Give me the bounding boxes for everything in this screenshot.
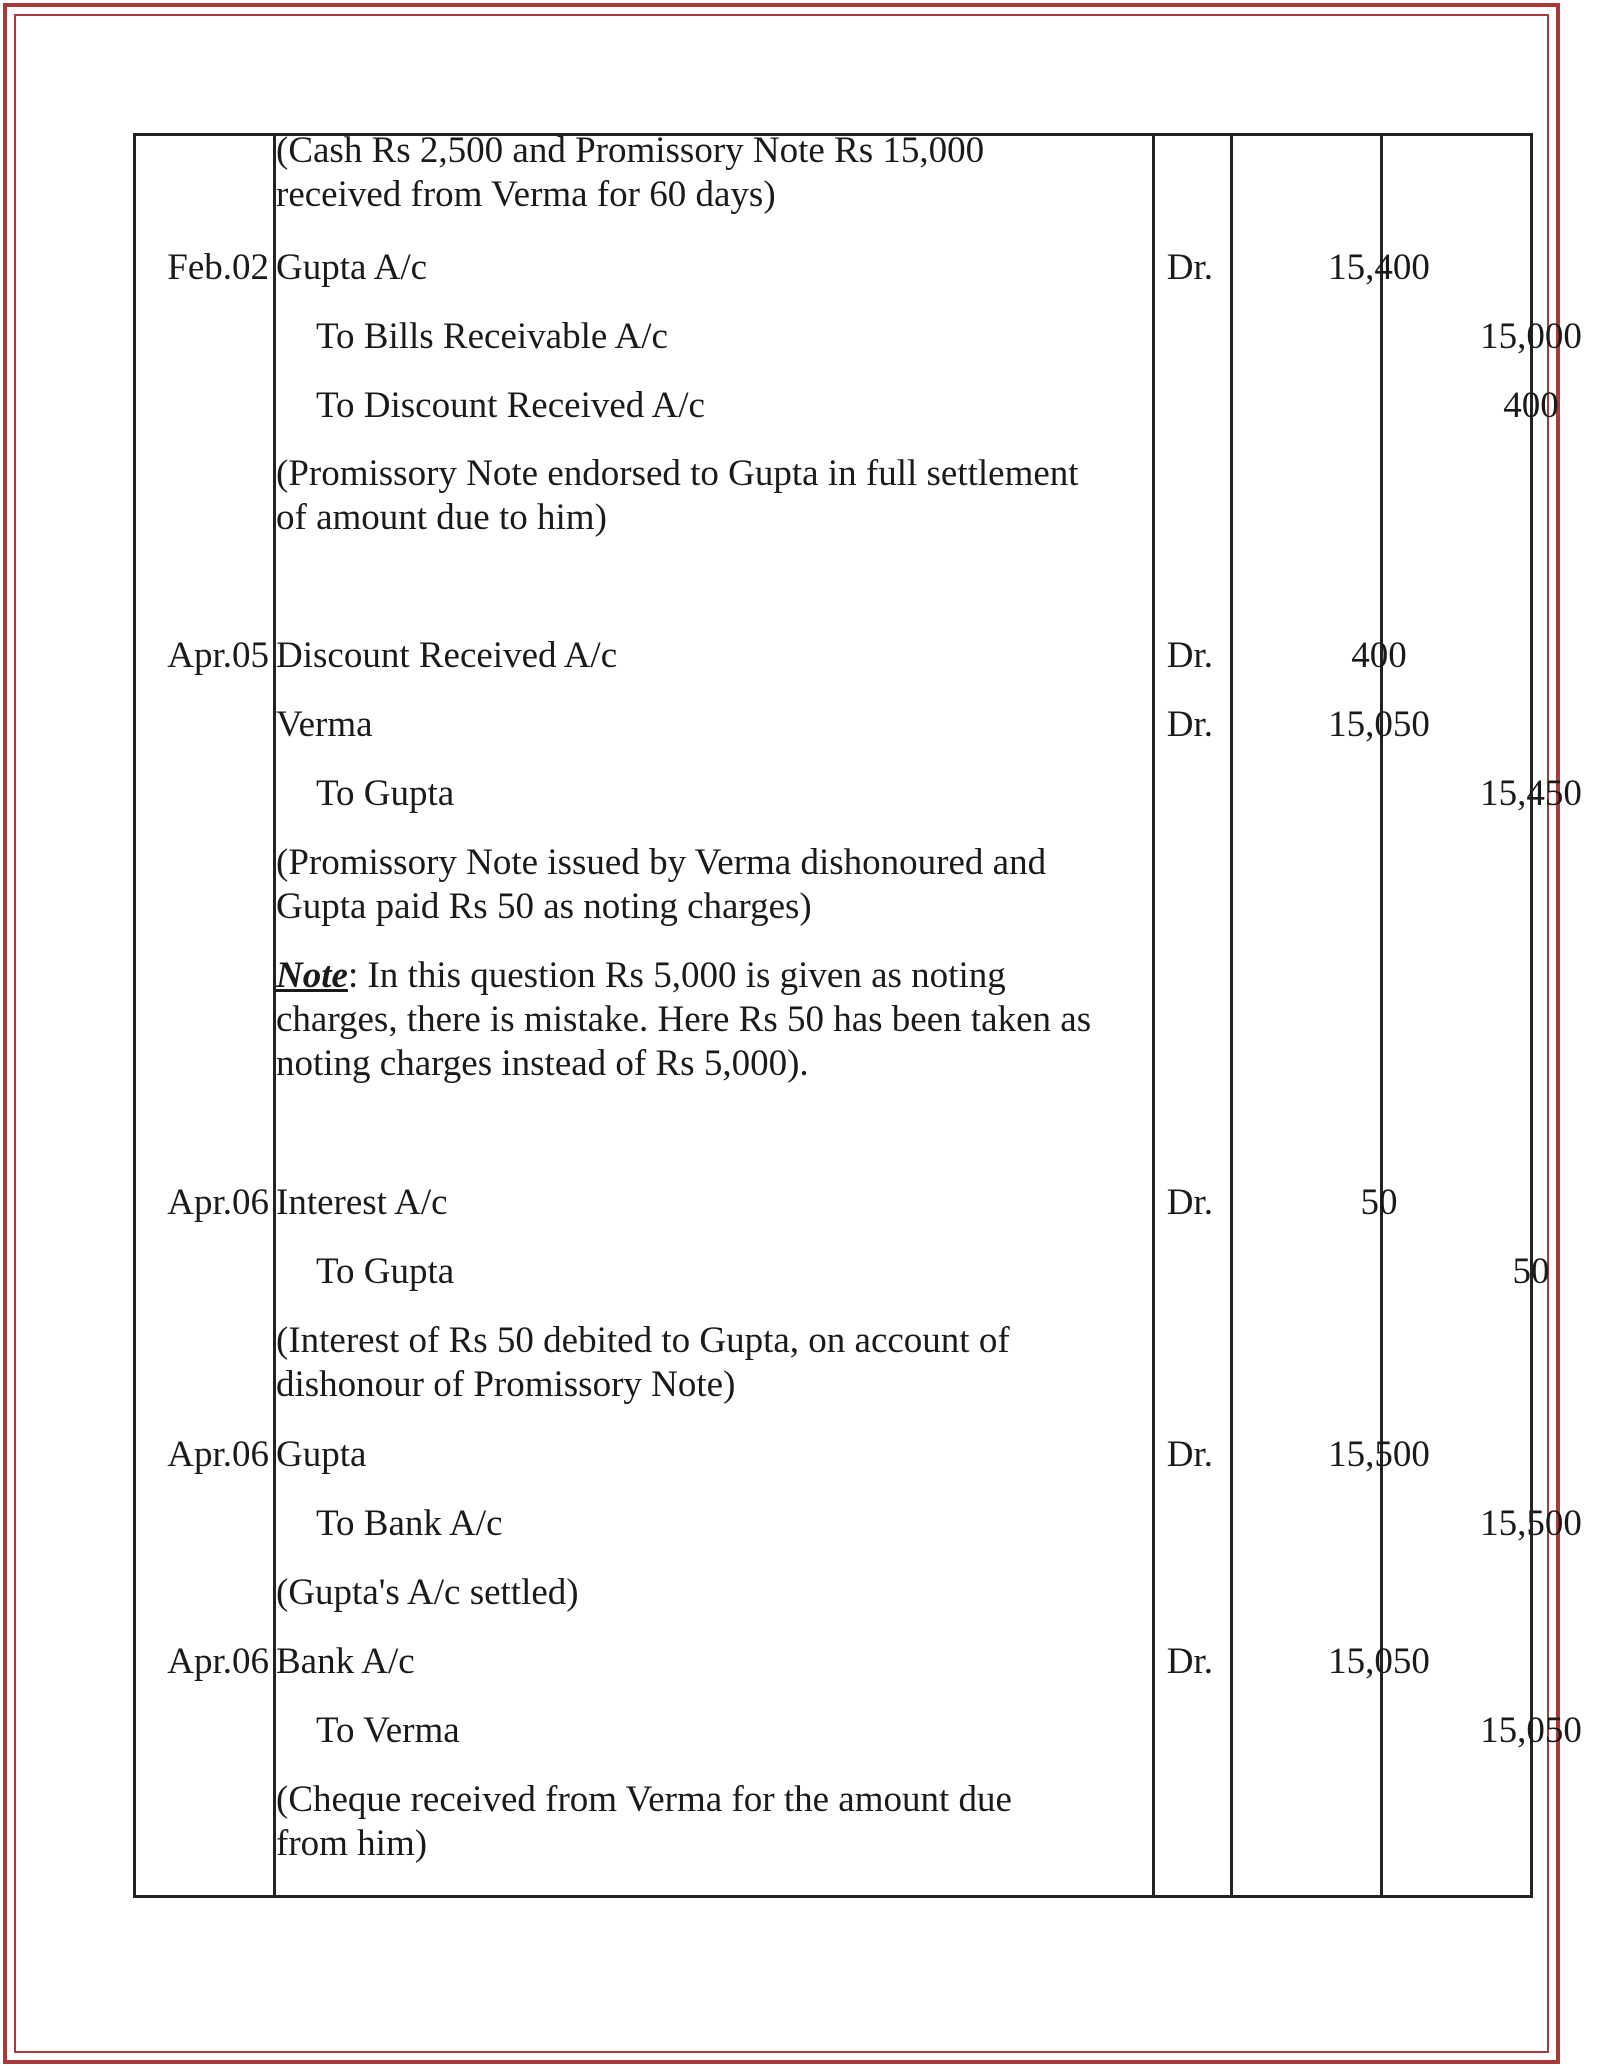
credit-account: To Bills Receivable A/c [316,316,668,357]
debit-amount: 15,050 [1328,704,1430,745]
narration-line: (Promissory Note issued by Verma dishonoured and [276,842,1047,883]
credit-amount: 15,500 [1480,1503,1582,1544]
debit-account: Interest A/c [276,1182,448,1223]
entry-date: Apr.06 [167,1641,269,1682]
debit-account: Discount Received A/c [276,635,618,676]
credit-amount: 50 [1512,1251,1550,1292]
narration-line: (Promissory Note endorsed to Gupta in full settlement [276,453,1079,494]
debit-amount: 15,050 [1328,1641,1430,1682]
dr-marker: Dr. [1166,1641,1213,1682]
narration-line: (Cash Rs 2,500 and Promissory Note Rs 15,000 [276,130,985,171]
credit-account: To Gupta [316,1251,455,1292]
note-line [276,954,1006,998]
credit-account: To Bank A/c [316,1503,503,1544]
credit-amount: 15,000 [1480,316,1582,357]
narration-line: (Interest of Rs 50 debited to Gupta, on account of [276,1320,1010,1361]
entry-date: Apr.06 [167,1182,269,1223]
narration-line: of amount due to him) [276,497,607,538]
narration-line: dishonour of Promissory Note) [276,1364,736,1405]
credit-account: To Discount Received A/c [316,385,705,426]
dr-marker: Dr. [1166,704,1213,745]
column-rule-particulars [1152,136,1155,1895]
debit-amount: 50 [1360,1182,1398,1223]
note-text: : In this question Rs 5,000 is given as noting [347,955,1006,996]
debit-amount: 400 [1351,635,1407,676]
credit-amount: 15,450 [1480,773,1582,814]
note-label: Note [276,955,348,996]
credit-account: To Verma [316,1710,460,1751]
debit-account: Gupta A/c [276,247,428,288]
dr-marker: Dr. [1166,247,1213,288]
narration-line: (Gupta's A/c settled) [276,1572,579,1613]
narration-line: Gupta paid Rs 50 as noting charges) [276,886,812,927]
entry-date: Apr.05 [167,635,269,676]
entry-date: Apr.06 [167,1434,269,1475]
credit-amount: 400 [1503,385,1559,426]
debit-account: Verma [276,704,373,745]
narration-line: received from Verma for 60 days) [276,174,776,215]
debit-account: Bank A/c [276,1641,415,1682]
debit-amount: 15,400 [1328,247,1430,288]
narration-line: (Cheque received from Verma for the amount due [276,1779,1012,1820]
journal-table [133,130,1582,1898]
debit-amount: 15,500 [1328,1434,1430,1475]
dr-marker: Dr. [1166,1434,1213,1475]
column-rule-debit [1380,136,1383,1895]
narration-line: from him) [276,1823,428,1864]
dr-marker: Dr. [1166,635,1213,676]
debit-account: Gupta [276,1434,367,1475]
note-line: noting charges instead of Rs 5,000). [276,1043,809,1084]
note-line: charges, there is mistake. Here Rs 50 has been taken as [276,999,1092,1040]
dr-marker: Dr. [1166,1182,1213,1223]
entry-date: Feb.02 [167,247,269,288]
credit-account: To Gupta [316,773,455,814]
column-rule-lf [1230,136,1233,1895]
credit-amount: 15,050 [1480,1710,1582,1751]
